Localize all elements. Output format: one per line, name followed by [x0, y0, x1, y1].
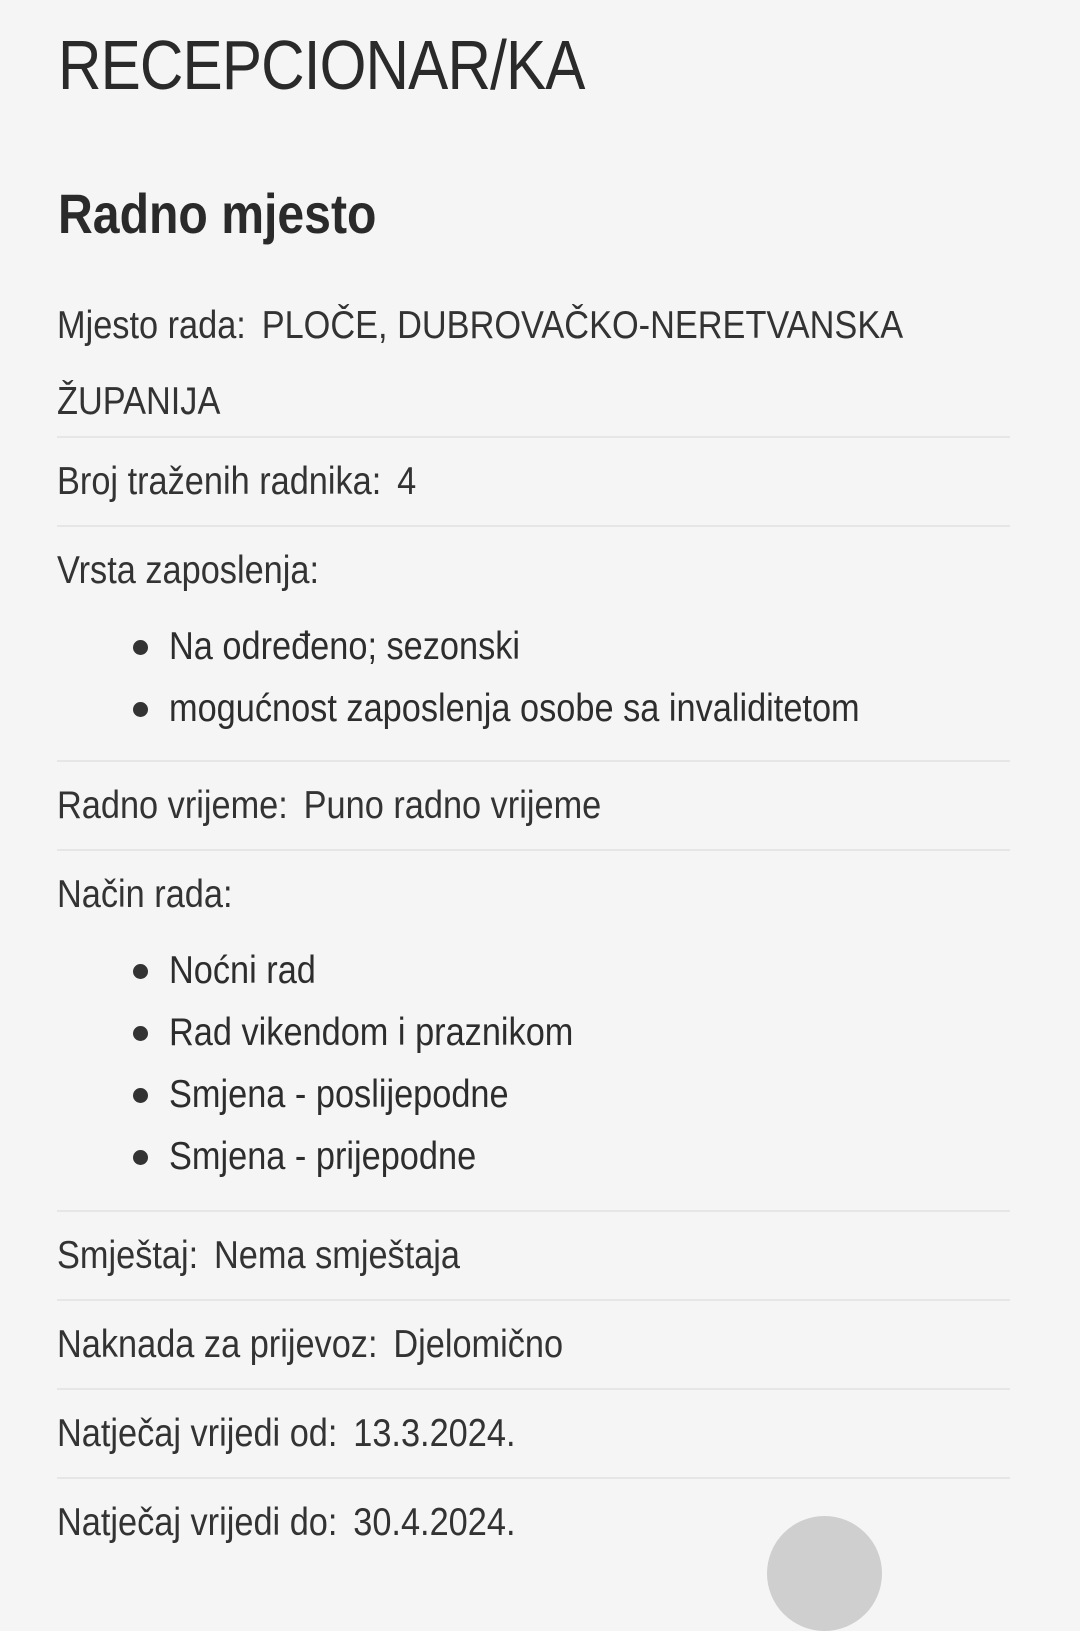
job-title: RECEPCIONAR/KA [58, 26, 585, 104]
valid-to-label: Natječaj vrijedi do: [57, 1501, 338, 1544]
location-label: Mjesto rada: [57, 304, 246, 347]
transport-row [57, 1301, 1010, 1390]
working-hours-label: Radno vrijeme: [57, 784, 288, 827]
transport-value: Djelomično [393, 1323, 564, 1366]
details-list [57, 290, 1010, 1568]
location-value-line2: ŽUPANIJA [57, 380, 221, 423]
valid-from-value: 13.3.2024. [353, 1412, 516, 1455]
workers-label: Broj traženih radnika: [57, 460, 382, 503]
list-item: Smjena - prijepodne [57, 1129, 1010, 1191]
work-mode-list [57, 943, 1010, 1191]
accommodation-label: Smještaj: [57, 1234, 199, 1277]
list-item: Smjena - poslijepodne [57, 1067, 1010, 1129]
employment-type-list [57, 619, 1010, 743]
list-item: Rad vikendom i praznikom [57, 1005, 1010, 1067]
valid-to-value: 30.4.2024. [353, 1501, 516, 1544]
valid-from-row [57, 1390, 1010, 1479]
list-item: Noćni rad [57, 943, 1010, 1005]
employment-type-row [57, 527, 1010, 762]
work-mode-label: Način rada: [57, 873, 233, 916]
section-title: Radno mjesto [58, 182, 377, 245]
list-item: Na određeno; sezonski [57, 619, 1010, 681]
location-value: PLOČE, DUBROVAČKO-NERETVANSKA [261, 304, 904, 347]
list-item: mogućnost zaposlenja osobe sa invaliditetom [57, 681, 1010, 743]
employment-type-label: Vrsta zaposlenja: [57, 549, 319, 592]
workers-value: 4 [397, 460, 417, 503]
working-hours-value: Puno radno vrijeme [303, 784, 602, 827]
floating-action-button[interactable] [767, 1516, 882, 1631]
workers-row [57, 438, 1010, 527]
valid-from-label: Natječaj vrijedi od: [57, 1412, 338, 1455]
accommodation-value: Nema smještaja [213, 1234, 461, 1277]
location-row [57, 290, 1010, 438]
work-mode-row [57, 851, 1010, 1212]
transport-label: Naknada za prijevoz: [57, 1323, 378, 1366]
accommodation-row [57, 1212, 1010, 1301]
working-hours-row [57, 762, 1010, 851]
